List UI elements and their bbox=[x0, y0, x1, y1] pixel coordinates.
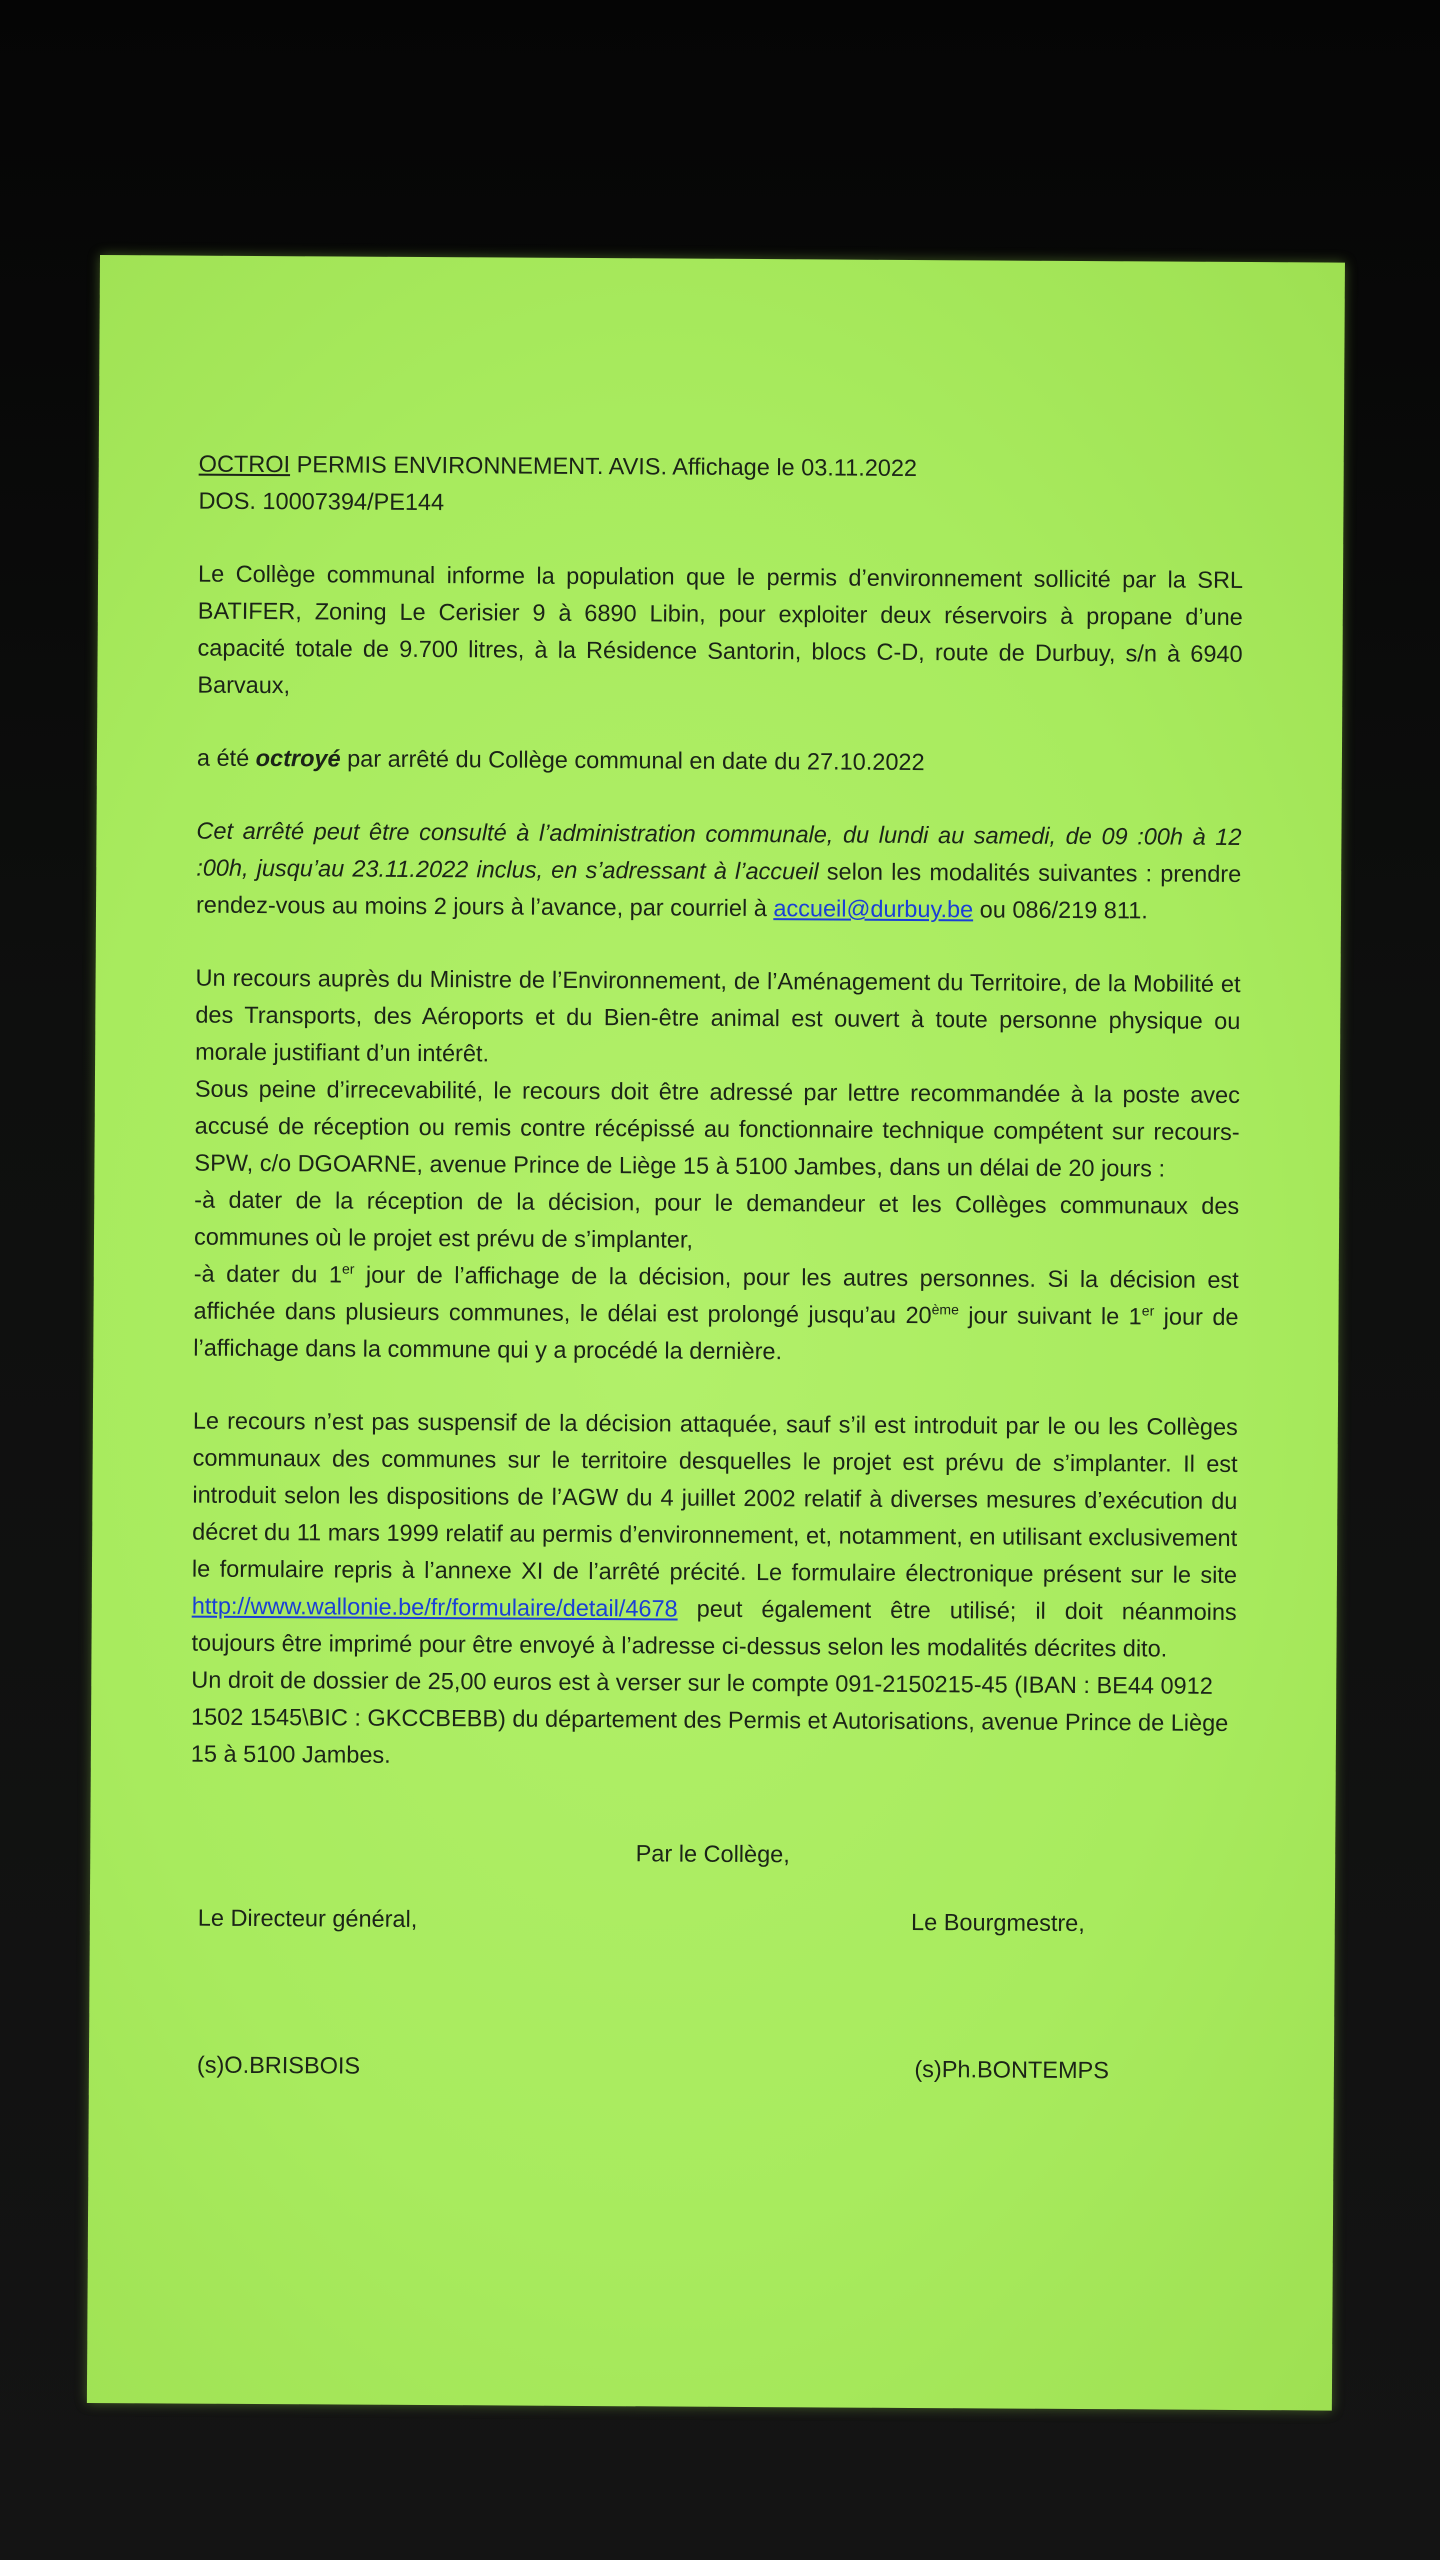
role-bourgmestre: Le Bourgmestre, bbox=[911, 1908, 1085, 1937]
paragraph-recours-4 bbox=[193, 1256, 1239, 1373]
paragraph-suspensif bbox=[191, 1403, 1238, 1668]
email-link[interactable]: accueil@durbuy.be bbox=[773, 895, 974, 923]
superscript-er: er bbox=[341, 1260, 355, 1277]
decision-pre: a été bbox=[196, 744, 256, 771]
paragraph-recours-1: Un recours auprès du Ministre de l’Environnement, de l’Aménagement du Territoire, de la Mobilité et des Transports, des Aéroports et du Bien-être animal est ouvert à toute personne physique ou morale justifiant d’un intérêt. bbox=[195, 964, 1241, 1067]
recours-4-a: -à dater du 1 bbox=[193, 1260, 343, 1288]
superscript-er-2: er bbox=[1141, 1302, 1155, 1319]
decision-post: par arrêté du Collège communal en date du 27.10.2022 bbox=[340, 745, 925, 776]
suspensif-text-a: Le recours n’est pas suspensif de la décision attaquée, sauf s’il est introduit par le ou les Collèges communaux des communes sur le territoire desquelles le projet est prévu de s’implanter. Il est introduit selon les dispositions de l’AGW du 4 juillet 2002 relatif à diverses mesures d’exécution du décret du 11 mars 1999 relatif au permis d’environnement, et, notamment, en utilisant exclusivement le formulaire repris à l’annexe XI de l’arrêté précité. Le formulaire électronique présent sur le site bbox=[191, 1407, 1238, 1588]
paragraph-recours-3: -à dater de la réception de la décision, pour le demandeur et les Collèges communaux des communes où le projet est prévu de s’implanter, bbox=[193, 1186, 1240, 1253]
superscript-eme: ème bbox=[931, 1301, 959, 1318]
notice-title bbox=[199, 446, 1244, 489]
decision-word: octroyé bbox=[255, 744, 341, 772]
consult-italic: Cet arrêté peut être consulté à l’administration communale, du lundi au samedi, de 09 :00h à 12 :00h, jusqu’au 23.11.2022 inclus, en s’adressant à l’accueil bbox=[196, 817, 1242, 885]
paragraph-consultation bbox=[196, 813, 1242, 930]
par-le-college: Par le Collège, bbox=[635, 1840, 790, 1868]
paragraph-intro: Le Collège communal informe la population que le permis d’environnement sollicité par la SRL BATIFER, Zoning Le Cerisier 9 à 6890 Libin, pour exploiter deux réservoirs à propane d’une capacité totale de 9.700 litres, à la Résidence Santorin, blocs C-D, route de Durbuy, s/n à 6940 Barvaux, bbox=[197, 560, 1244, 699]
signatory-names bbox=[189, 2047, 1234, 2090]
notice-document bbox=[189, 446, 1244, 2090]
title-text: PERMIS ENVIRONNEMENT. AVIS. Affichage le 03.11.2022 bbox=[290, 451, 918, 481]
consult-phone: ou 086/219 811. bbox=[973, 896, 1148, 924]
recours-4-d: jour de l’affichage dans la commune qui y a procédé la dernière. bbox=[193, 1303, 1239, 1365]
suspensif-text-b: peut également être utilisé; il doit néanmoins toujours être imprimé pour être envoyé à l’adresse ci-dessus selon les modalités décrites dito. bbox=[191, 1595, 1237, 1662]
consult-text: selon les modalités suivantes : prendre rendez-vous au moins 2 jours à l’avance, par courriel à bbox=[195, 858, 1242, 922]
paragraph-droit: Un droit de dossier de 25,00 euros est à verser sur le compte 091-2150215-45 (IBAN : BE44 0912 1502 1545\BIC : GKCCBEBB) du département des Permis et Autorisations, avenue Prince de Liège 15 à 5100 Jambes. bbox=[190, 1666, 1229, 1768]
wallonie-form-link[interactable]: http://www.wallonie.be/fr/formulaire/detail/4678 bbox=[191, 1592, 678, 1622]
role-directeur: Le Directeur général, bbox=[197, 1904, 418, 1932]
title-octroi: OCTROI bbox=[198, 450, 291, 478]
dossier-number: DOS. 10007394/PE144 bbox=[198, 487, 445, 516]
recours-4-c: jour suivant le 1 bbox=[958, 1302, 1142, 1330]
screen bbox=[87, 255, 1345, 2411]
paragraph-decision bbox=[197, 740, 1242, 783]
signature-bontemps: (s)Ph.BONTEMPS bbox=[914, 2056, 1110, 2084]
recours-4-b: jour de l’affichage de la décision, pour les autres personnes. Si la décision est affichée dans plusieurs communes, le délai est prolongé jusqu’au 20 bbox=[193, 1261, 1239, 1329]
signatory-roles bbox=[190, 1900, 1235, 1943]
paragraph-recours-2: Sous peine d’irrecevabilité, le recours doit être adressé par lettre recommandée à la poste avec accusé de réception ou remis contre récépissé au fonctionnaire technique compétent sur recours-SPW, c/o DGOARNE, avenue Prince de Liège 15 à 5100 Jambes, dans un délai de 20 jours : bbox=[194, 1075, 1240, 1182]
signature-brisbois: (s)O.BRISBOIS bbox=[196, 2051, 361, 2079]
